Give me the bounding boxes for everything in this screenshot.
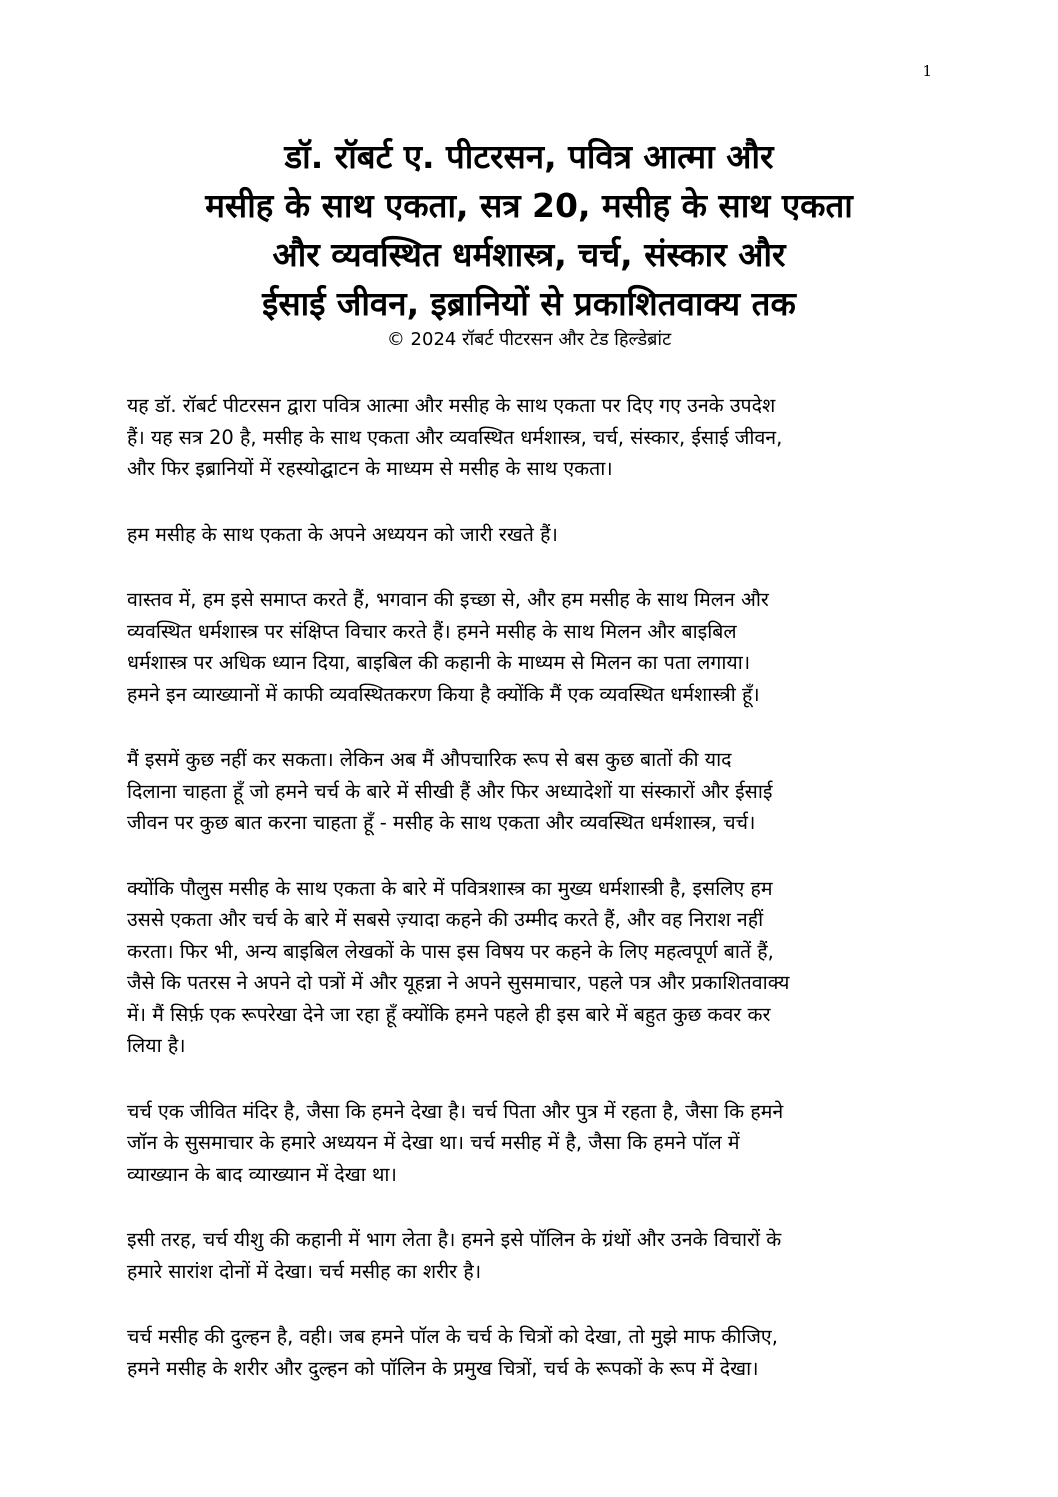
text-line: जॉन के सुसमाचार के हमारे अध्ययन में देखा था। चर्च मसीह में है, जैसा कि हमने पॉल में: [127, 1131, 740, 1154]
paragraph: [127, 584, 935, 710]
paragraph: [127, 519, 935, 551]
text-line: हैं। यह सत्र 20 है, मसीह के साथ एकता और व्यवस्थित धर्मशास्त्र, चर्च, संस्कार, ईसाई जीवन,: [127, 425, 783, 449]
page-number: 1: [922, 62, 932, 80]
paragraph: [127, 1096, 935, 1191]
document-header: [110, 132, 948, 352]
text-line: धर्मशास्त्र पर अधिक ध्यान दिया, बाइबिल की कहानी के माध्यम से मिलन का पता लगाया।: [127, 651, 751, 674]
text-line: लिया है।: [127, 1034, 186, 1057]
text-line: चर्च एक जीवित मंदिर है, जैसा कि हमने देखा है। चर्च पिता और पुत्र में रहता है, जैसा कि हमने: [127, 1099, 784, 1123]
title-line: और व्यवस्थित धर्मशास्त्र, चर्च, संस्कार और: [272, 235, 786, 274]
text-line: जीवन पर कुछ बात करना चाहता हूँ - मसीह के साथ एकता और व्यवस्थित धर्मशास्त्र, चर्च।: [127, 811, 756, 834]
paragraph: [127, 390, 935, 485]
title-line: डॉ. रॉबर्ट ए. पीटरसन, पवित्र आत्मा और: [284, 137, 774, 176]
text-line: करता। फिर भी, अन्य बाइबिल लेखकों के पास इस विषय पर कहने के लिए महत्वपूर्ण बातें हैं,: [127, 939, 774, 963]
title-line: ईसाई जीवन, इब्रानियों से प्रकाशितवाक्य तक: [262, 284, 796, 323]
text-line: चर्च मसीह की दुल्हन है, वही। जब हमने पॉल के चर्च के चित्रों को देखा, तो मुझे माफ कीजिए,: [127, 1325, 778, 1348]
text-line: क्योंकि पौलुस मसीह के साथ एकता के बारे में पवित्रशास्त्र का मुख्य धर्मशास्त्री है, इसलिए हम: [127, 876, 773, 900]
copyright-notice: © 2024 रॉबर्ट पीटरसन और टेड हिल्डेब्रांट: [386, 329, 672, 350]
text-line: दिलाना चाहता हूँ जो हमने चर्च के बारे में सीखी हैं और फिर अध्यादेशों या संस्कारों और ईसाई: [127, 779, 773, 803]
text-line: जैसे कि पतरस ने अपने दो पत्रों में और यूहन्ना ने अपने सुसमाचार, पहले पत्र और प्रकाशितवाक्य: [127, 971, 790, 994]
paragraph: [127, 744, 935, 839]
text-line: यह डॉ. रॉबर्ट पीटरसन द्वारा पवित्र आत्मा और मसीह के साथ एकता पर दिए गए उनके उपदेश: [127, 394, 776, 417]
paragraph: [127, 1321, 935, 1384]
text-line: हमने मसीह के शरीर और दुल्हन को पॉलिन के प्रमुख चित्रों, चर्च के रूपकों के रूप में देखा।: [127, 1356, 759, 1380]
text-line: वास्तव में, हम इसे समाप्त करते हैं, भगवान की इच्छा से, और हम मसीह के साथ मिलन और: [127, 588, 769, 611]
paragraph: [127, 873, 935, 1062]
text-line: हमने इन व्याख्यानों में काफी व्यवस्थितकरण किया है क्योंकि मैं एक व्यवस्थित धर्मशास्त्री हूँ।: [127, 682, 760, 706]
text-line: उससे एकता और चर्च के बारे में सबसे ज़्यादा कहने की उम्मीद करते हैं, और वह निराश नहीं: [127, 908, 764, 931]
title-line: मसीह के साथ एकता, सत्र 20, मसीह के साथ एकता: [205, 186, 853, 225]
text-line: हम मसीह के साथ एकता के अपने अध्ययन को जारी रखते हैं।: [127, 522, 558, 546]
text-line: और फिर इब्रानियों में रहस्योद्घाटन के माध्यम से मसीह के साथ एकता।: [127, 457, 613, 480]
text-line: मैं इसमें कुछ नहीं कर सकता। लेकिन अब मैं औपचारिक रूप से बस कुछ बातों की याद: [127, 748, 732, 771]
text-line: व्याख्यान के बाद व्याख्यान में देखा था।: [127, 1162, 397, 1186]
document-body: [127, 390, 935, 1418]
text-line: इसी तरह, चर्च यीशु की कहानी में भाग लेता है। हमने इसे पॉलिन के ग्रंथों और उनके विचारों के: [127, 1228, 782, 1251]
text-line: व्यवस्थित धर्मशास्त्र पर संक्षिप्त विचार करते हैं। हमने मसीह के साथ मिलन और बाइबिल: [127, 619, 737, 643]
text-line: में। मैं सिर्फ़ एक रूपरेखा देने जा रहा हूँ क्योंकि हमने पहले ही इस बारे में बहुत कुछ कवर कर: [127, 1002, 771, 1026]
text-line: हमारे सारांश दोनों में देखा। चर्च मसीह का शरीर है।: [127, 1259, 482, 1283]
paragraph: [127, 1224, 935, 1287]
